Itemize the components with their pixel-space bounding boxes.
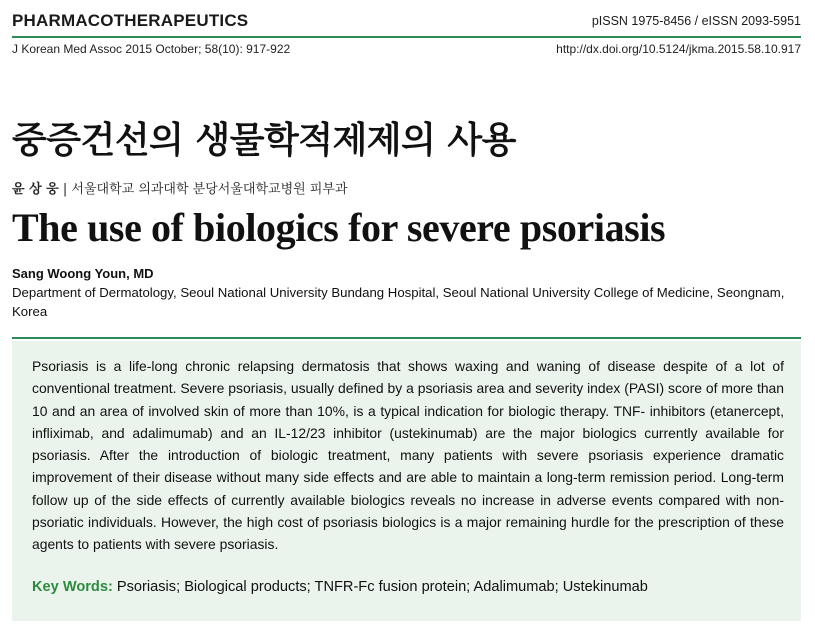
korean-author-name: 윤 상 웅 xyxy=(12,182,59,197)
keywords-line xyxy=(32,579,648,595)
keywords-list: Psoriasis; Biological products; TNFR-Fc fusion protein; Adalimumab; Ustekinumab xyxy=(112,579,648,595)
issn-text: pISSN 1975-8456 / eISSN 2093-5951 xyxy=(591,14,801,28)
abstract-text: Psoriasis is a life-long chronic relapsing dermatosis that shows waxing and waning of disease despite of a lot of conventional treatment. Severe psoriasis, usually defined by a psoriasis area and severity index (PASI) score of more than 10 and an area of involved skin of more than 10%, is a typical indication for biologic therapy. TNF- inhibitors (etanercept, infliximab, and adalimumab) and an IL-12/23 inhibitor (ustekinumab) are the major biologics currently available for psoriasis. After the introduction of biologic treatment, many patients with severe psoriasis experience dramatic improvement of their disease without many side effects and are able to maintain a long-term remission period. Long-term follow up of the side effects of currently available biologics reveals no increase in adverse events compared with non-psoriatic individuals. However, the high cost of psoriasis biologics is a major remaining hurdle for the prescription of these agents to patients with severe psoriasis. xyxy=(32,358,784,553)
doi-link[interactable]: http://dx.doi.org/10.5124/jkma.2015.58.10.917 xyxy=(556,42,801,56)
abstract-box xyxy=(12,341,801,621)
author-separator: | xyxy=(58,182,72,197)
korean-affiliation: 서울대학교 의과대학 분당서울대학교병원 피부과 xyxy=(71,182,348,197)
korean-title: 중증건선의 생물학적제제의 사용 xyxy=(12,120,516,161)
english-title: The use of biologics for severe psoriasis xyxy=(12,205,666,250)
author-affiliation: Department of Dermatology, Seoul National University Bundang Hospital, Seoul National University College of Medicine, Seongnam, Korea xyxy=(12,285,785,319)
korean-author-line xyxy=(12,178,348,197)
journal-header xyxy=(12,11,801,33)
citation-text: J Korean Med Assoc 2015 October; 58(10): 917-922 xyxy=(12,42,291,56)
header-rule xyxy=(12,36,801,38)
keywords-label: Key Words: xyxy=(32,579,113,595)
abstract-divider xyxy=(12,337,801,339)
author-name: Sang Woong Youn, MD xyxy=(12,266,154,281)
section-label: PHARMACOTHERAPEUTICS xyxy=(12,11,249,30)
